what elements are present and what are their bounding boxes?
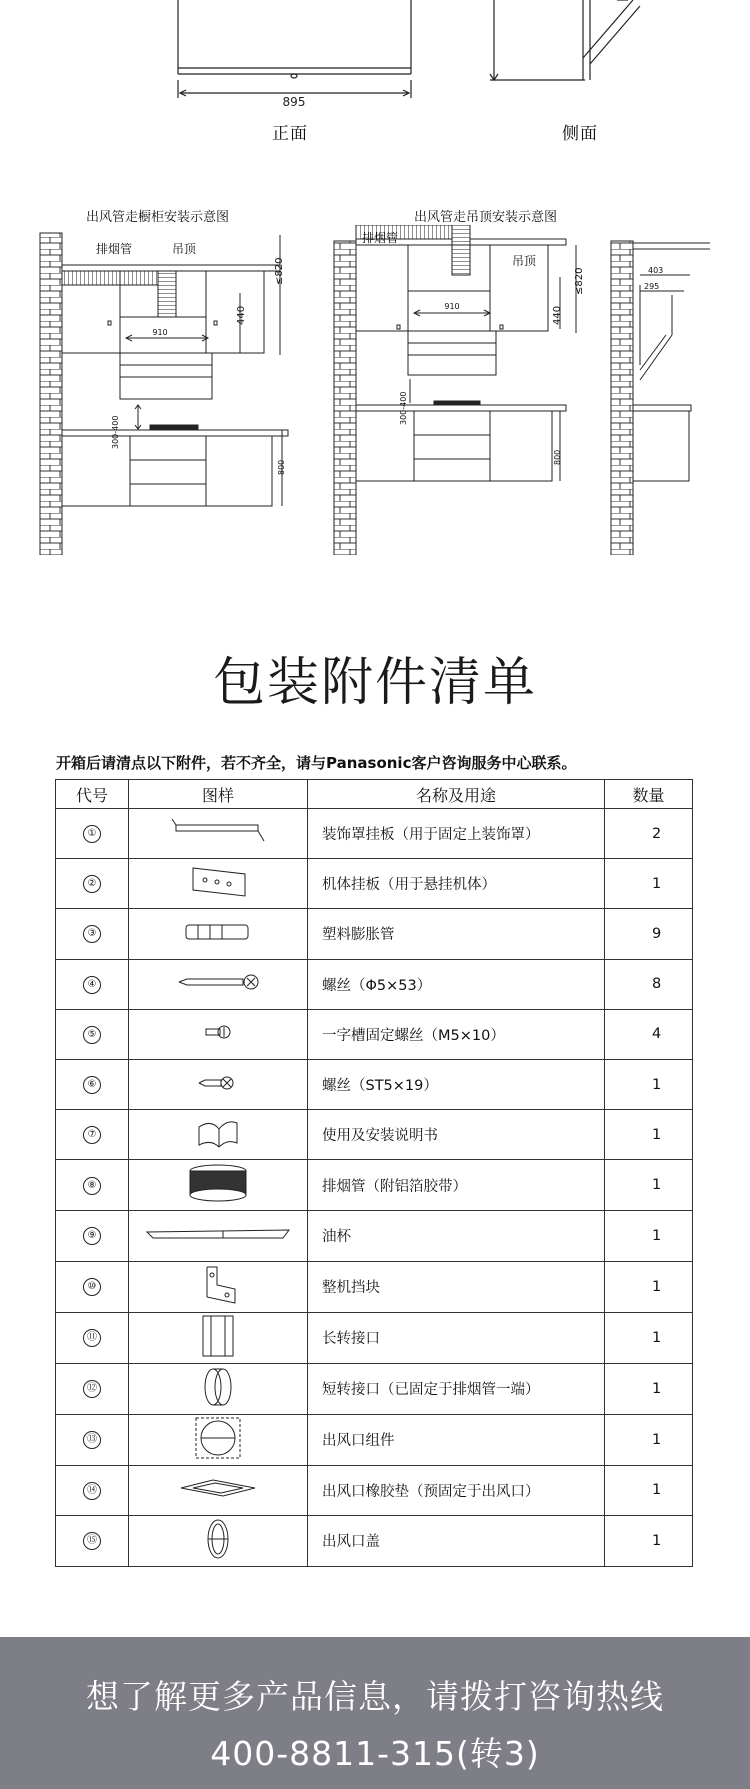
cabinet-ceiling-label: 吊顶 <box>172 242 197 256</box>
row-name: 出风口橡胶垫（预固定于出风口） <box>308 1465 605 1515</box>
code-badge: ⑫ <box>83 1380 101 1398</box>
row-code <box>56 1414 129 1465</box>
wall-anchor-icon <box>178 935 258 951</box>
row-qty: 1 <box>605 1059 693 1109</box>
row-qty: 1 <box>605 1465 693 1515</box>
short-screw-icon <box>193 1086 243 1102</box>
table-row <box>56 1363 693 1414</box>
table-row <box>56 859 693 909</box>
row-name: 出风口盖 <box>308 1515 605 1566</box>
code-badge: ③ <box>83 925 101 943</box>
row-code <box>56 1465 129 1515</box>
row-code <box>56 1211 129 1261</box>
ceiling-dim-counter: 800 <box>553 449 562 465</box>
table-row <box>56 1059 693 1109</box>
row-name: 短转接口（已固定于排烟管一端） <box>308 1363 605 1414</box>
short-adapter-icon <box>193 1397 243 1413</box>
row-qty: 4 <box>605 1009 693 1059</box>
row-image <box>129 859 308 909</box>
table-row <box>56 1414 693 1465</box>
outlet-assembly-icon <box>188 1448 248 1464</box>
row-name: 排烟管（附铝箔胶带） <box>308 1160 605 1211</box>
front-side-view-drawing <box>0 0 750 130</box>
cabinet-dim-height: ≤820 <box>274 257 285 285</box>
row-name: 长转接口 <box>308 1312 605 1363</box>
row-qty: 8 <box>605 959 693 1009</box>
code-badge: ④ <box>83 976 101 994</box>
ceiling-install-title: 出风管走吊顶安装示意图 <box>414 210 558 225</box>
cabinet-dim-counter: 800 <box>277 459 286 475</box>
outlet-cover-icon <box>193 1549 243 1565</box>
row-name: 机体挂板（用于悬挂机体） <box>308 859 605 909</box>
front-width-dim: 895 <box>282 95 306 109</box>
row-image <box>129 1160 308 1211</box>
row-image <box>129 1363 308 1414</box>
code-badge: ⑬ <box>83 1431 101 1449</box>
row-image <box>129 1515 308 1566</box>
accessory-intro: 开箱后请清点以下附件，若不齐全，请与Panasonic客户咨询服务中心联系。 <box>56 754 577 772</box>
oil-cup-icon <box>143 1232 293 1248</box>
accessory-table <box>55 779 693 1567</box>
installation-diagrams <box>0 225 750 555</box>
code-badge: ⑪ <box>83 1329 101 1347</box>
cabinet-dim-width: 910 <box>152 328 168 337</box>
cabinet-diagram <box>40 233 288 555</box>
row-code <box>56 1160 129 1211</box>
row-image <box>129 1059 308 1109</box>
accessory-list-title: 包装附件清单 <box>212 653 537 713</box>
row-name: 一字槽固定螺丝（M5×10） <box>308 1009 605 1059</box>
code-badge: ⑧ <box>83 1177 101 1195</box>
long-screw-icon <box>173 985 263 1001</box>
table-row <box>56 1009 693 1059</box>
row-qty: 1 <box>605 1160 693 1211</box>
row-name: 螺丝（Φ5×53） <box>308 959 605 1009</box>
cabinet-pipe-label: 排烟管 <box>96 242 133 256</box>
table-row <box>56 959 693 1009</box>
row-qty: 1 <box>605 1211 693 1261</box>
table-row <box>56 809 693 859</box>
row-code <box>56 859 129 909</box>
code-badge: ⑮ <box>83 1532 101 1550</box>
row-code <box>56 1363 129 1414</box>
table-row <box>56 1261 693 1312</box>
code-badge: ⑨ <box>83 1227 101 1245</box>
row-image <box>129 909 308 959</box>
row-name: 油杯 <box>308 1211 605 1261</box>
table-row <box>56 1312 693 1363</box>
row-qty: 1 <box>605 1312 693 1363</box>
code-badge: ② <box>83 875 101 893</box>
row-image <box>129 1414 308 1465</box>
row-image <box>129 809 308 859</box>
cabinet-dim-hood: 440 <box>236 305 247 325</box>
ceiling-side-dim-a: 403 <box>648 266 664 275</box>
table-row <box>56 1465 693 1515</box>
table-header-row <box>56 780 693 809</box>
row-name: 塑料膨胀管 <box>308 909 605 959</box>
row-qty: 1 <box>605 1363 693 1414</box>
row-code <box>56 1110 129 1160</box>
row-name: 整机挡块 <box>308 1261 605 1312</box>
row-qty: 1 <box>605 859 693 909</box>
row-qty: 1 <box>605 1110 693 1160</box>
ceiling-dim-width: 910 <box>444 302 460 311</box>
row-code <box>56 809 129 859</box>
code-badge: ⑥ <box>83 1076 101 1094</box>
exhaust-pipe-icon <box>183 1193 253 1209</box>
row-name: 螺丝（ST5×19） <box>308 1059 605 1109</box>
row-name: 出风口组件 <box>308 1414 605 1465</box>
row-qty: 2 <box>605 809 693 859</box>
row-code <box>56 1312 129 1363</box>
bracket-bar-icon <box>168 835 268 851</box>
code-badge: ⑤ <box>83 1026 101 1044</box>
code-badge: ① <box>83 825 101 843</box>
row-image <box>129 1261 308 1312</box>
stop-block-icon <box>193 1295 243 1311</box>
ceiling-dim-hood: 440 <box>552 305 563 325</box>
row-image <box>129 959 308 1009</box>
ceiling-side-dim-b: 295 <box>644 282 660 291</box>
row-image <box>129 1009 308 1059</box>
header-code: 代号 <box>56 780 129 809</box>
row-image <box>129 1110 308 1160</box>
table-row <box>56 909 693 959</box>
ceiling-dim-gap: 300-400 <box>399 391 408 425</box>
row-code <box>56 1059 129 1109</box>
header-name: 名称及用途 <box>308 780 605 809</box>
row-qty: 1 <box>605 1515 693 1566</box>
row-image <box>129 1211 308 1261</box>
mounting-plate-icon <box>183 890 253 906</box>
table-row <box>56 1515 693 1566</box>
row-code <box>56 1515 129 1566</box>
row-name: 使用及安装说明书 <box>308 1110 605 1160</box>
row-qty: 9 <box>605 909 693 959</box>
cabinet-install-title: 出风管走橱柜安装示意图 <box>86 210 230 225</box>
code-badge: ⑩ <box>83 1278 101 1296</box>
row-image <box>129 1312 308 1363</box>
front-view-label: 正面 <box>272 124 308 144</box>
row-qty: 1 <box>605 1261 693 1312</box>
header-qty: 数量 <box>605 780 693 809</box>
row-code <box>56 1261 129 1312</box>
row-code <box>56 1009 129 1059</box>
ceiling-pipe-label: 排烟管 <box>362 231 399 245</box>
row-code <box>56 959 129 1009</box>
ceiling-ceiling-label: 吊顶 <box>512 254 537 268</box>
manual-book-icon <box>193 1141 243 1157</box>
cabinet-dim-gap: 300-400 <box>111 415 120 449</box>
row-image <box>129 1465 308 1515</box>
long-adapter-icon <box>193 1346 243 1362</box>
table-row <box>56 1211 693 1261</box>
rubber-gasket-icon <box>173 1488 263 1504</box>
hotline-text: 想了解更多产品信息，请拨打咨询热线 <box>86 1677 664 1716</box>
ceiling-dim-height: ≤820 <box>574 267 585 295</box>
row-qty: 1 <box>605 1414 693 1465</box>
header-image: 图样 <box>129 780 308 809</box>
row-name: 装饰罩挂板（用于固定上装饰罩） <box>308 809 605 859</box>
code-badge: ⑦ <box>83 1126 101 1144</box>
hotline-number: 400-8811-315(转3) <box>210 1734 540 1773</box>
hotline-footer <box>0 1637 750 1789</box>
code-badge: ⑭ <box>83 1482 101 1500</box>
row-code <box>56 909 129 959</box>
slot-screw-icon <box>198 1035 238 1051</box>
table-row <box>56 1110 693 1160</box>
table-row <box>56 1160 693 1211</box>
side-view-label: 侧面 <box>562 124 598 144</box>
